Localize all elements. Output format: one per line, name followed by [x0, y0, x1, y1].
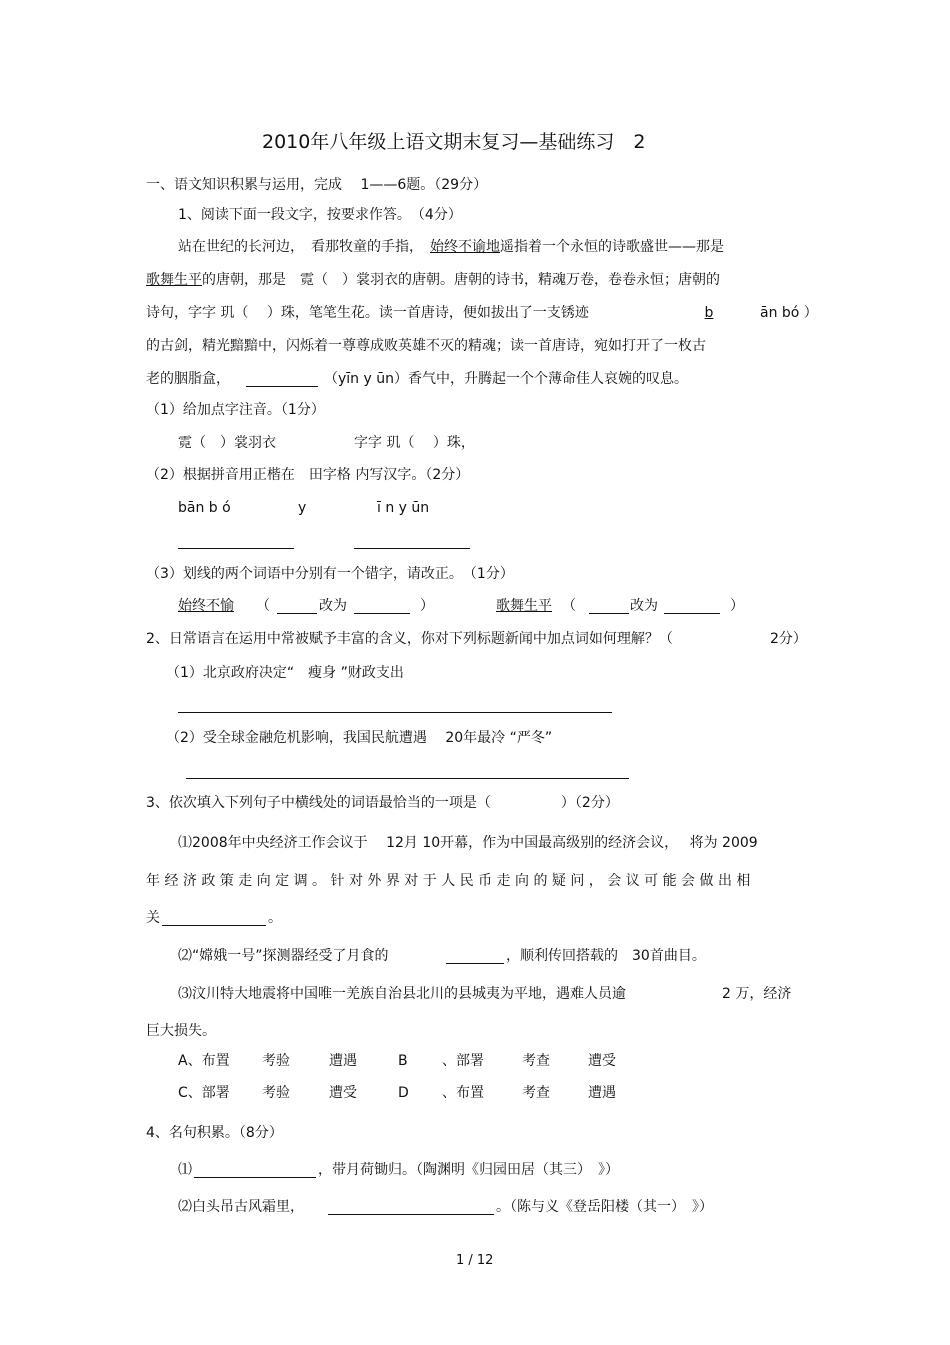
passage-text: 遥指着一个永恒的诗歌盛世——那是	[500, 239, 724, 255]
q2-sub1: （1）北京政府决定“ 瘦身 ”财政支出	[166, 665, 404, 681]
underlined-word: 始终不谕地	[430, 239, 500, 255]
option-c[interactable]: C、部署	[178, 1085, 230, 1101]
q3-sentence-1-cont: 年 经 济 政 策 走 向 定 调 。 针 对 外 界 对 于 人 民 币 走 向 的 疑 问 ， 会 议 可 能 会 做 出 相	[146, 873, 751, 889]
q2-heading: 2、日常语言在运用中常被赋予丰富的含义，你对下列标题新闻中加点词如何理解？（	[146, 631, 673, 647]
q3-sentence-2: ⑵“嫦娥一号”探测器经受了月食的	[178, 948, 389, 964]
correction-item-2	[496, 597, 552, 615]
passage-text: （yīn y ūn）香气中，升腾起一个个薄命佳人哀婉的叹息。	[324, 371, 688, 387]
passage-text: 老的胭脂盒，	[146, 371, 230, 387]
option-a-word: 遭遇	[329, 1053, 357, 1069]
answer-blank[interactable]	[246, 386, 318, 387]
q1-sub3: （3）划线的两个词语中分别有一个错字，请改正。 （1分）	[146, 566, 514, 582]
passage-line-5	[146, 370, 230, 388]
answer-blank[interactable]	[589, 613, 629, 614]
q4-line-1-cont: ，带月荷锄归。（陶渊明《归园田居（其三） 》）	[318, 1162, 619, 1178]
correction-label: 改为	[630, 598, 658, 614]
option-b-word: 考查	[522, 1053, 550, 1069]
q1-sub1-item: 字字 玑（ ）珠，	[354, 435, 475, 451]
passage-text: 站在世纪的长河边， 看那牧童的手指，	[178, 239, 430, 255]
correction-paren: （	[562, 598, 576, 614]
passage-line-1	[178, 238, 724, 256]
q3-sentence-1-end: 关	[146, 910, 160, 926]
option-b-word: 、部署	[442, 1053, 484, 1069]
q3-sentence-3: ⑶汶川特大地震将中国唯一羌族自治县北川的县城夷为平地，遇难人员逾	[178, 986, 626, 1002]
option-c-word: 遭受	[329, 1085, 357, 1101]
q1-sub1-item: 霓（ ）裳羽衣	[178, 435, 276, 451]
punctuation: 。	[268, 910, 282, 926]
pinyin-prompt: bān b ó	[178, 500, 231, 516]
blank-with-letter: b	[704, 305, 714, 321]
q3-sentence-3-end: 巨大损失。	[146, 1023, 216, 1039]
option-d-word: 、布置	[442, 1085, 484, 1101]
answer-blank[interactable]	[354, 548, 470, 549]
q1-heading: 1、阅读下面一段文字，按要求作答。 （4分）	[178, 207, 462, 223]
pinyin-prompt: ī n y ūn	[377, 500, 430, 516]
q4-line-2-cont: 。（陈与义《登岳阳楼（其一） 》）	[496, 1199, 713, 1215]
option-b-word: 遭受	[588, 1053, 616, 1069]
passage-line-4: 的古剑，精光黯黯中，闪烁着一尊尊成败英雄不灭的精魂；读一首唐诗，宛如打开了一枚古	[146, 338, 706, 354]
page-number: 1 / 12	[456, 1253, 494, 1268]
correction-paren: ）	[420, 598, 434, 614]
option-a-word: 考验	[262, 1053, 290, 1069]
answer-line[interactable]	[186, 778, 629, 779]
q3-sentence-2-cont: ，顺利传回搭载的 30首曲目。	[506, 948, 706, 964]
option-d[interactable]: D	[398, 1085, 409, 1101]
underlined-word: 歌舞生平	[146, 272, 202, 288]
q1-sub2: （2）根据拼音用正楷在 田字格 内写汉字。（2分）	[146, 467, 470, 483]
q2-score: 2分）	[770, 631, 807, 647]
pinyin-prompt: y	[298, 500, 307, 516]
answer-blank[interactable]	[664, 613, 720, 614]
q3-heading: 3、依次填入下列句子中横线处的词语最恰当的一项是（ ）（2分）	[146, 795, 619, 811]
q3-sentence-3-cont: 2 万，经济	[722, 986, 792, 1002]
correction-label: 改为	[319, 598, 347, 614]
option-b[interactable]: B	[398, 1053, 408, 1069]
passage-text: 的唐朝，那是 霓（ ）裳羽衣的唐朝。唐朝的诗书，精魂万卷，卷卷永恒；唐朝的	[202, 272, 720, 288]
option-d-word: 考查	[522, 1085, 550, 1101]
option-a[interactable]: A、布置	[178, 1053, 230, 1069]
answer-blank[interactable]	[354, 613, 410, 614]
passage-text: 诗句，字字 玑（ ）珠，笔笔生花。读一首唐诗，便如拔出了一支锈迹	[146, 305, 589, 321]
answer-blank[interactable]	[277, 613, 317, 614]
correction-item-1	[178, 597, 234, 615]
q1-sub1: （1）给加点字注音。（1分）	[146, 402, 325, 418]
q3-sentence-1: ⑴2008年中央经济工作会议于 12月 10开幕，作为中国最高级别的经济会议， 将为 2009	[178, 835, 758, 851]
answer-line[interactable]	[178, 712, 612, 713]
q4-heading: 4、名句积累。（8分）	[146, 1125, 283, 1141]
q4-line-1: ⑴	[178, 1162, 192, 1178]
q2-sub2: （2）受全球金融危机影响，我国民航遭遇 20年最冷 “严冬”	[166, 730, 553, 746]
answer-blank[interactable]	[178, 548, 294, 549]
answer-blank[interactable]	[162, 925, 266, 926]
blank-pinyin-b	[668, 304, 750, 322]
q4-line-2: ⑵白头吊古风霜里，	[178, 1199, 304, 1215]
passage-line-3	[146, 304, 589, 322]
answer-blank[interactable]	[194, 1177, 316, 1178]
answer-blank[interactable]	[446, 963, 504, 964]
option-d-word: 遭遇	[588, 1085, 616, 1101]
passage-text: ān bó ）	[760, 305, 818, 321]
passage-line-2	[146, 271, 720, 289]
correction-paren: （	[256, 598, 270, 614]
option-c-word: 考验	[262, 1085, 290, 1101]
section-heading: 一、语文知识积累与运用，完成 1——6题。（29分）	[146, 177, 488, 193]
correction-paren: ）	[730, 598, 744, 614]
underlined-word: 歌舞生平	[496, 598, 552, 614]
underlined-word: 始终不愉	[178, 598, 234, 614]
page-title: 2010年八年级上语文期末复习—基础练习 2	[262, 131, 646, 153]
answer-blank[interactable]	[328, 1214, 494, 1215]
